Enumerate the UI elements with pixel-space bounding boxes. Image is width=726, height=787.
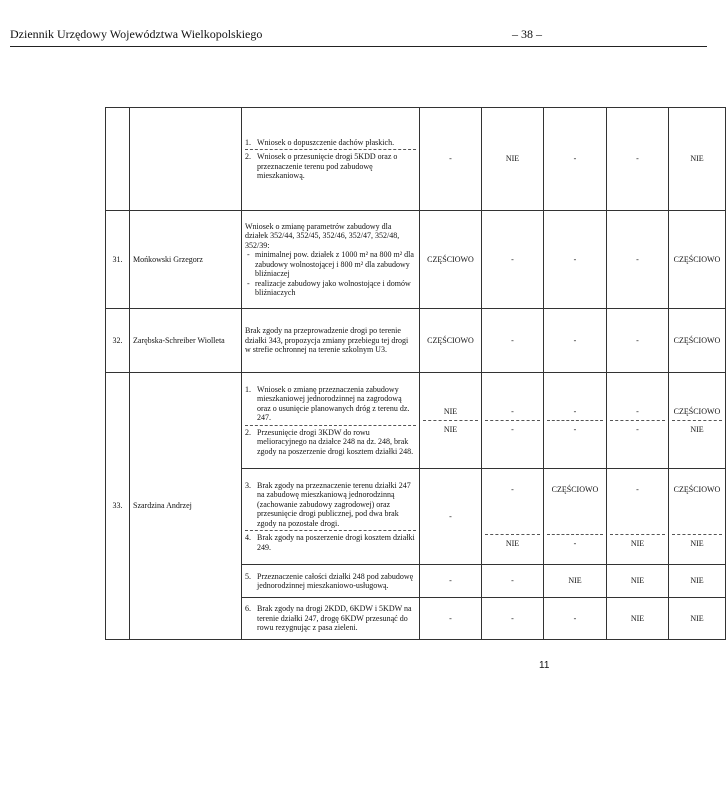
- table-row: [106, 108, 726, 211]
- row-number-cell: 33.: [106, 373, 130, 640]
- applicant-cell: Zarębska-Schreiber Wiolleta: [130, 309, 242, 373]
- value-cell: -: [544, 108, 607, 211]
- request-cell: [242, 469, 420, 565]
- value-cell: CZĘŚCIOWO -: [544, 469, 607, 565]
- request-cell: [242, 598, 420, 640]
- value-cell: NIE: [607, 565, 669, 598]
- value-cell: - -: [607, 373, 669, 469]
- value-cell: -: [544, 309, 607, 373]
- request-text: Wniosek o zmianę parametrów zabudowy dla działek 352/44, 352/45, 352/46, 352/47, 352/48, 352/39:: [245, 221, 400, 250]
- value-cell: NIE NIE: [420, 373, 482, 469]
- value-cell: -: [420, 565, 482, 598]
- value-cell: -: [420, 469, 482, 565]
- value-cell: NIE: [482, 108, 544, 211]
- request-cell: [242, 108, 420, 211]
- applicant-cell: Szardzina Andrzej: [130, 373, 242, 640]
- bullet-list: [245, 250, 416, 298]
- value-cell: CZĘŚCIOWO: [420, 211, 482, 309]
- value-cell: -: [482, 565, 544, 598]
- page-number-footer: 11: [539, 660, 550, 671]
- table-row: [106, 373, 726, 469]
- list-item: 4. Brak zgody na poszerzenie drogi kosztem działki 249.: [245, 533, 415, 552]
- value-cell: -: [420, 598, 482, 640]
- value-cell: -: [482, 211, 544, 309]
- value-cell: NIE: [669, 565, 726, 598]
- value-cell: NIE: [669, 598, 726, 640]
- value-cell: -: [544, 211, 607, 309]
- list-item: 2. Wniosek o przesunięcie drogi 5KDD oraz o przeznaczenie terenu pod zabudowę mieszkaniową.: [245, 152, 398, 180]
- value-cell: -: [607, 211, 669, 309]
- list-item: 3. Brak zgody na przeznaczenie terenu działki 247 na zabudowę mieszkaniową jednorodzinną (zachowanie zabudowy zagrodowej) oraz przesunięcie drogi publicznej, pod dwa brak zgody na pozostałe drogi.: [245, 480, 411, 528]
- value-cell: CZĘŚCIOWO: [669, 211, 726, 309]
- list-item: 1. Wniosek o dopuszczenie dachów płaskich.: [245, 137, 395, 147]
- list-item: 2. Przesunięcie drogi 3KDW do rowu melioracyjnego na działce 248 na dz. 248, brak zgody na poszerzenie drogi kosztem działki 248.: [245, 427, 414, 456]
- page-header: [10, 26, 707, 47]
- value-cell: -: [482, 598, 544, 640]
- list-item: - realizacje zabudowy jako wolnostojące i domów bliźniaczych: [255, 279, 416, 298]
- value-cell: -: [420, 108, 482, 211]
- value-cell: NIE: [607, 598, 669, 640]
- list-item: 5. Przeznaczenie całości działki 248 pod zabudowę jednorodzinnej mieszkaniowo-usługową.: [245, 571, 414, 590]
- request-cell: [242, 211, 420, 309]
- value-cell: CZĘŚCIOWO: [669, 309, 726, 373]
- table-row: [106, 211, 726, 309]
- list-item: 1. Wniosek o zmianę przeznaczenia zabudowy mieszkaniowej jednorodzinnej na zagrodową oraz o usunięcie planowanych dróg z terenu dz. 247.: [245, 384, 410, 423]
- row-number-cell: 31.: [106, 211, 130, 309]
- applicant-cell: Mońkowski Grzegorz: [130, 211, 242, 309]
- value-cell: - NIE: [482, 469, 544, 565]
- value-cell: - -: [482, 373, 544, 469]
- page-number-header: – 38 –: [512, 27, 542, 41]
- list-item: - minimalnej pow. działek z 1000 m² na 800 m² dla zabudowy wolnostojącej i 800 m² dla zabudowy bliźniaczej: [255, 250, 416, 279]
- value-cell: CZĘŚCIOWO NIE: [669, 469, 726, 565]
- value-cell: -: [607, 309, 669, 373]
- value-cell: NIE: [669, 108, 726, 211]
- table-row: [106, 309, 726, 373]
- row-number-cell: [106, 108, 130, 211]
- journal-title: Dziennik Urzędowy Województwa Wielkopolskiego: [10, 27, 263, 41]
- list-item: 6. Brak zgody na drogi 2KDD, 6KDW i 5KDW na terenie działki 247, drogę 6KDW przesunąć do rowu rezygnując z pasa zieleni.: [245, 604, 412, 633]
- value-cell: - -: [544, 373, 607, 469]
- value-cell: CZĘŚCIOWO: [420, 309, 482, 373]
- request-cell: Brak zgody na przeprowadzenie drogi po terenie działki 343, propozycja zmiany przebiegu tej drogi w strefie ochronnej na terenie szkolnym U3.: [242, 309, 420, 373]
- value-cell: -: [544, 598, 607, 640]
- value-cell: - NIE: [607, 469, 669, 565]
- resolution-table: [105, 107, 726, 640]
- request-cell: [242, 373, 420, 469]
- value-cell: -: [482, 309, 544, 373]
- applicant-cell: [130, 108, 242, 211]
- value-cell: -: [607, 108, 669, 211]
- value-cell: CZĘŚCIOWO NIE: [669, 373, 726, 469]
- request-cell: [242, 565, 420, 598]
- row-number-cell: 32.: [106, 309, 130, 373]
- value-cell: NIE: [544, 565, 607, 598]
